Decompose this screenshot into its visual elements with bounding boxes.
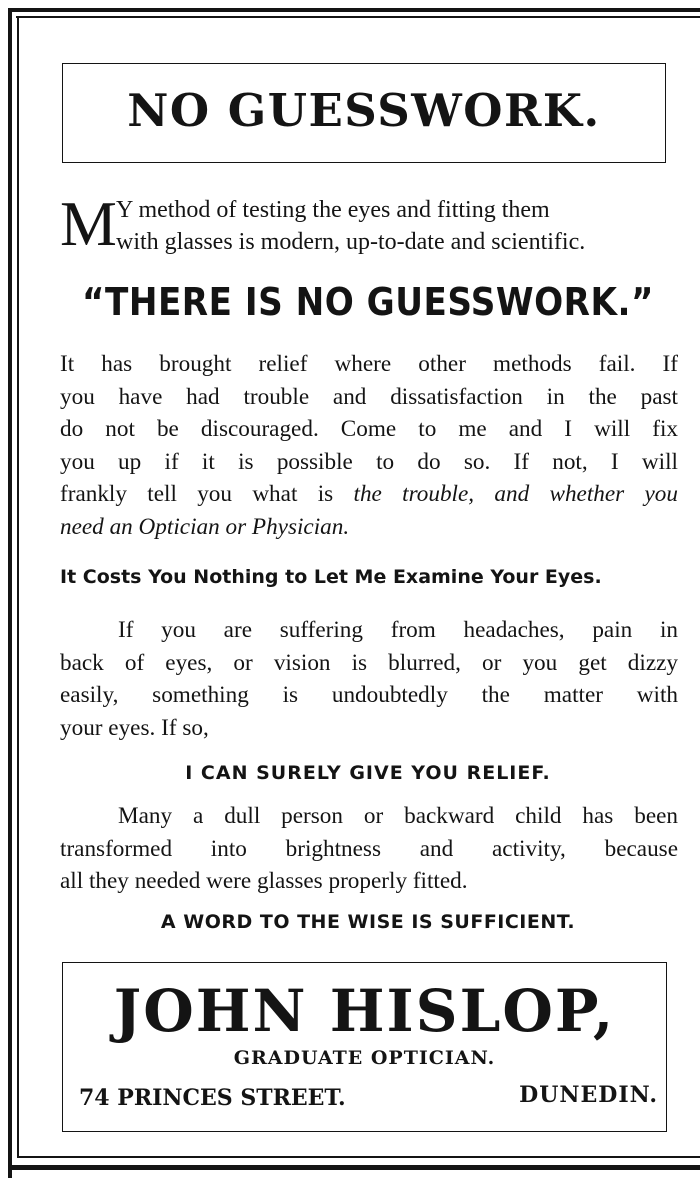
paragraph-line: your eyes. If so, bbox=[60, 714, 209, 741]
headline-box bbox=[62, 63, 666, 163]
street-address: 74 PRINCES STREET. bbox=[79, 1085, 346, 1111]
paragraph-italic-text: need an Optician or Physician. bbox=[60, 513, 350, 540]
paragraph-line: you up if it is possible to do so. If not, I will bbox=[60, 448, 678, 475]
drop-cap: M bbox=[60, 188, 117, 259]
paragraph-line: do not be discouraged. Come to me and I will fix bbox=[60, 416, 678, 442]
relief-heading: I CAN SURELY GIVE YOU RELIEF. bbox=[185, 762, 551, 784]
top-inner-rule bbox=[16, 16, 700, 18]
paragraph-line: back of eyes, or vision is blurred, or you get dizzy bbox=[60, 649, 678, 676]
headline: NO GUESSWORK. bbox=[127, 84, 601, 137]
paragraph-italic-text: the trouble, and whether you bbox=[353, 481, 678, 507]
paragraph-line: you have had trouble and dissatisfaction in the past bbox=[60, 383, 678, 410]
optician-name: JOHN HISLOP, bbox=[113, 977, 616, 1045]
paragraph-line bbox=[60, 511, 678, 544]
paragraph-line: transformed into brightness and activity, because bbox=[60, 835, 678, 862]
optician-title: GRADUATE OPTICIAN. bbox=[233, 1047, 496, 1069]
left-inner-rule bbox=[17, 16, 19, 1156]
paragraph-text: frankly tell you what is bbox=[60, 481, 354, 507]
paragraph-line: If you are suffering from headaches, pain in bbox=[118, 617, 678, 643]
intro-paragraph bbox=[60, 188, 676, 259]
paragraph-line: easily, something is undoubtedly the matter with bbox=[60, 682, 678, 708]
bottom-inner-rule bbox=[17, 1156, 700, 1158]
quote-heading: “THERE IS NO GUESSWORK.” bbox=[82, 280, 654, 324]
left-border-rule bbox=[8, 8, 12, 1178]
city-name: DUNEDIN. bbox=[519, 1082, 658, 1108]
paragraph-line: It has brought relief where other methods fail. If bbox=[60, 351, 678, 377]
paragraph-line: all they needed were glasses properly fitted. bbox=[60, 868, 468, 894]
symptoms-paragraph bbox=[60, 614, 678, 744]
relief-paragraph bbox=[60, 348, 678, 543]
bottom-border-rule bbox=[8, 1165, 700, 1170]
paragraph-line bbox=[60, 478, 678, 511]
paragraph-line: Many a dull person or backward child has been bbox=[118, 803, 678, 829]
transformation-paragraph bbox=[60, 800, 678, 898]
intro-line-2: with glasses is modern, up-to-date and scientific. bbox=[116, 229, 586, 255]
wise-heading: A WORD TO THE WISE IS SUFFICIENT. bbox=[160, 911, 576, 933]
costs-heading: It Costs You Nothing to Let Me Examine Your Eyes. bbox=[60, 566, 602, 588]
intro-line-1: Y method of testing the eyes and fitting them bbox=[116, 197, 550, 223]
signature-box bbox=[62, 962, 667, 1132]
top-border-rule bbox=[8, 8, 700, 12]
